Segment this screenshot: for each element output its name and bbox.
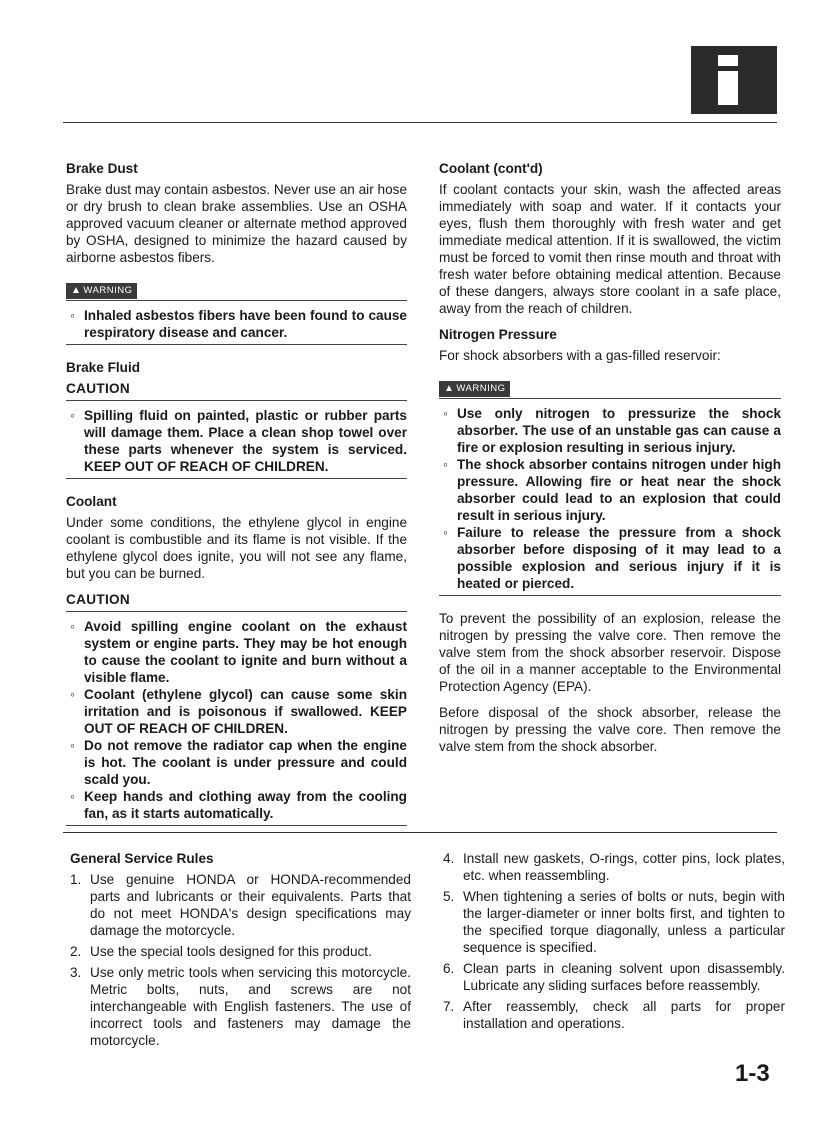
list-item: ◦ Spilling fluid on painted, plastic or rubber parts will damage them. Place a clean shop towel over these parts whenever the system is serviced. KEEP OUT OF REACH OF CHILDREN.: [70, 408, 407, 474]
warning-triangle-icon: ▲: [444, 383, 455, 394]
list-item: 3. Use only metric tools when servicing this motorcycle. Metric bolts, nuts, and screws are not interchangeable with English fasteners. The use of incorrect tools and fasteners may damage the motorcycle.: [70, 965, 411, 1048]
service-rules-left: [70, 850, 411, 1053]
nitrogen-heading: Nitrogen Pressure: [439, 327, 557, 342]
nitrogen-para-2: Before disposal of the shock absorber, release the nitrogen by pressing the valve core. Then remove the valve stem from the shock absorber.: [439, 705, 781, 754]
list-item: 4. Install new gaskets, O-rings, cotter pins, lock plates, etc. when reassembling.: [443, 851, 785, 883]
coolant-caution-list: [66, 618, 407, 826]
list-item: ◦ Inhaled asbestos fibers have been found to cause respiratory disease and cancer.: [70, 308, 407, 340]
service-rules-list-right: [443, 850, 785, 1032]
brake-fluid-caution-list: [66, 407, 407, 479]
nitrogen-para-1: To prevent the possibility of an explosion, release the nitrogen by pressing the valve core. Then remove the valve stem from the shock absorber reservoir. Dispose of the oil in a manner acceptable to the Environmental Protection Agency (EPA).: [439, 611, 781, 694]
warning-badge: ▲ WARNING: [66, 283, 137, 299]
warning-badge: ▲ WARNING: [439, 381, 510, 397]
caution-header: [66, 591, 407, 612]
info-icon: [691, 46, 777, 114]
section-divider: [63, 832, 777, 833]
coolant-contd-body: If coolant contacts your skin, wash the affected areas immediately with soap and water. If it contacts your eyes, flush them thoroughly with fresh water and get immediate medical attention. If it is swallowed, the victim must be forced to vomit then rinse mouth and throat with fresh water before obtaining medical attention. Because of these dangers, always store coolant in a safe place, away from the reach of children.: [439, 182, 781, 316]
caution-label: CAUTION: [66, 381, 131, 396]
list-item: 1. Use genuine HONDA or HONDA-recommended parts and lubricants or their equivalents. Parts that do not meet HONDA's design specifications may damage the motorcycle.: [70, 872, 411, 938]
service-rules-heading: General Service Rules: [70, 851, 214, 866]
nitrogen-intro: For shock absorbers with a gas-filled reservoir:: [439, 348, 721, 363]
top-divider: [63, 122, 777, 123]
coolant-contd-heading: Coolant (cont'd): [439, 161, 543, 176]
list-item: ◦ Do not remove the radiator cap when the engine is hot. The coolant is under pressure and could scald you.: [70, 738, 407, 787]
list-item: 2. Use the special tools designed for this product.: [70, 944, 372, 959]
warning-header: [66, 280, 407, 301]
service-rules-list-left: [70, 871, 411, 1049]
warning-header: [439, 378, 781, 399]
service-rules-right: [443, 850, 785, 1036]
list-item: 6. Clean parts in cleaning solvent upon disassembly. Lubricate any sliding surfaces before reassembly.: [443, 961, 785, 993]
caution-label: CAUTION: [66, 592, 131, 607]
list-item: ◦ Avoid spilling engine coolant on the exhaust system or engine parts. They may be hot enough to cause the coolant to ignite and burn without a visible flame.: [70, 619, 407, 685]
brake-dust-heading: Brake Dust: [66, 161, 138, 176]
coolant-heading: Coolant: [66, 494, 117, 509]
brake-dust-body: Brake dust may contain asbestos. Never use an air hose or dry brush to clean brake assemblies. Use an OSHA approved vacuum cleaner or alternate method approved by OSHA, designed to minimize the hazard caused by airborne asbestos fibers.: [66, 182, 407, 265]
nitrogen-warning-list: [439, 405, 781, 596]
left-column: [66, 160, 407, 826]
brake-dust-warning-list: [66, 307, 407, 345]
list-item: ◦ Coolant (ethylene glycol) can cause some skin irritation and is poisonous if swallowed. KEEP OUT OF REACH OF CHILDREN.: [70, 687, 407, 736]
caution-header: [66, 380, 407, 401]
coolant-body: Under some conditions, the ethylene glycol in engine coolant is combustible and its flame is not visible. If the ethylene glycol does ignite, you will not see any flame, but you can be burned.: [66, 515, 407, 581]
list-item: 7. After reassembly, check all parts for proper installation and operations.: [443, 999, 785, 1031]
warning-triangle-icon: ▲: [71, 285, 82, 296]
brake-fluid-heading: Brake Fluid: [66, 360, 141, 375]
right-column: [439, 160, 781, 755]
list-item: 5. When tightening a series of bolts or nuts, begin with the larger-diameter or inner bolts first, and tighten to the specified torque diagonally, unless a particular sequence is specified.: [443, 889, 785, 955]
list-item: ◦ Failure to release the pressure from a shock absorber before disposing of it may lead to a possible explosion and serious injury if it is heated or pierced.: [443, 525, 781, 591]
list-item: ◦ Use only nitrogen to pressurize the shock absorber. The use of an unstable gas can cause a fire or explosion resulting in serious injury.: [443, 406, 781, 455]
list-item: ◦ Keep hands and clothing away from the cooling fan, as it starts automatically.: [70, 789, 407, 821]
page-number: 1-3: [735, 1060, 770, 1087]
list-item: ◦ The shock absorber contains nitrogen under high pressure. Allowing fire or heat near the shock absorber could lead to an explosion that could result in serious injury.: [443, 457, 781, 523]
